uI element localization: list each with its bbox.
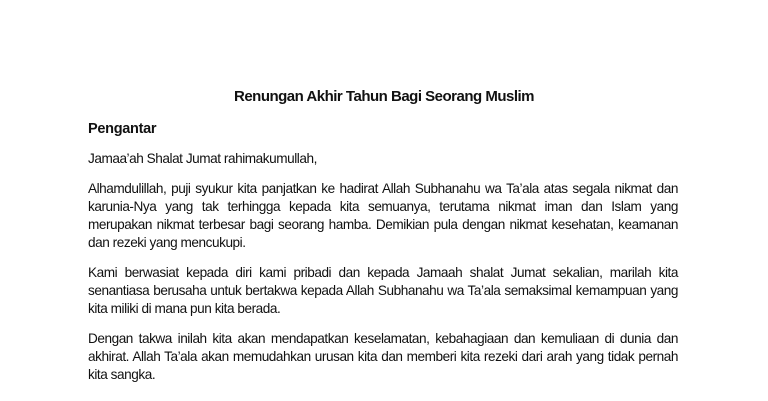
salutation-paragraph: Jamaa’ah Shalat Jumat rahimakumullah, [88, 151, 317, 166]
document-title: Renungan Akhir Tahun Bagi Seorang Muslim [233, 88, 535, 105]
document-body [88, 120, 678, 396]
section-heading: Pengantar [88, 121, 157, 137]
gratitude-paragraph: Alhamdulillah, puji syukur kita panjatkan ke hadirat Allah Subhanahu wa Ta’ala atas segala nikmat dan karunia-Nya yang tak terhingga kepada kita semuanya, terutama nikmat iman dan Islam yang merupakan nikmat terbesar bagi seorang hamba. Demikian pula dengan nikmat kesehatan, keamanan dan rezeki yang mencukupi. [88, 181, 678, 250]
advice-paragraph: Kami berwasiat kepada diri kami pribadi dan kepada Jamaah shalat Jumat sekalian, marilah kita senantiasa berusaha untuk bertakwa kepada Allah Subhanahu wa Ta’ala semaksimal kemampuan yang kita miliki di mana pun kita berada. [88, 265, 678, 316]
taqwa-paragraph: Dengan takwa inilah kita akan mendapatkan keselamatan, kebahagiaan dan kemuliaan di dunia dan akhirat. Allah Ta’ala akan memudahkan urusan kita dan memberi kita rezeki dari arah yang tidak pernah kita sangka. [88, 331, 678, 382]
